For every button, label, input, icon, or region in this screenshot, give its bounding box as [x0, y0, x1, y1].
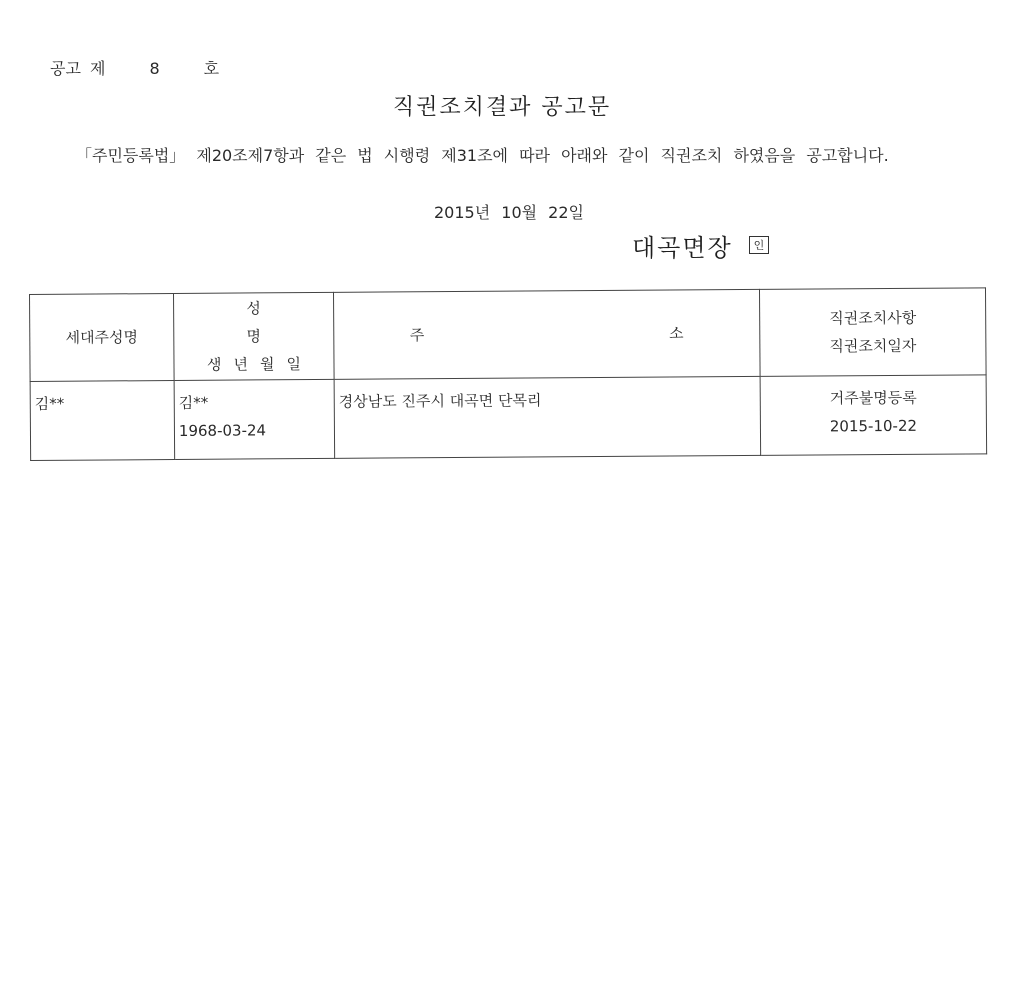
cell-action-date: 2015-10-22: [829, 416, 918, 436]
cell-householder: 김**: [30, 380, 174, 460]
header-action-item: 직권조치사항: [829, 308, 917, 328]
cell-action-item: 거주불명등록: [829, 388, 917, 408]
header-householder: 세대주성명: [30, 293, 175, 381]
notice-number-suffix: 호: [203, 59, 220, 78]
header-action-date: 직권조치일자: [829, 336, 917, 356]
header-name: 성 명: [246, 299, 306, 346]
table-row: [30, 375, 987, 461]
table-header-row: [30, 288, 987, 382]
header-birthdate: 생년월일: [206, 355, 313, 374]
cell-address: 경상남도 진주시 대곡면 단목리: [334, 376, 761, 458]
cell-birthdate: 1968-03-24: [178, 421, 267, 440]
header-name-birthdate: [173, 292, 334, 380]
cell-name: 김**: [178, 393, 209, 412]
header-address: [333, 289, 760, 379]
header-action: [759, 288, 986, 377]
header-address-label: 주 소: [409, 324, 684, 345]
notice-number: [50, 56, 219, 79]
notice-number-prefix: 공고 제: [50, 59, 106, 78]
document-title: 직권조치결과 공고문: [392, 95, 612, 120]
seal-stamp: 인: [749, 236, 769, 254]
action-result-table: [29, 287, 987, 461]
notice-date: 2015년 10월 22일: [434, 203, 584, 222]
cell-name-birthdate: [174, 379, 335, 459]
cell-action: [760, 375, 987, 456]
notice-body-text: 「주민등록법」 제20조제7항과 같은 법 시행령 제31조에 따라 아래와 같이 직권조치 하였음을 공고합니다.: [76, 146, 889, 165]
notice-number-value: 8: [149, 59, 160, 78]
issuer-name: 대곡면장: [632, 234, 733, 262]
